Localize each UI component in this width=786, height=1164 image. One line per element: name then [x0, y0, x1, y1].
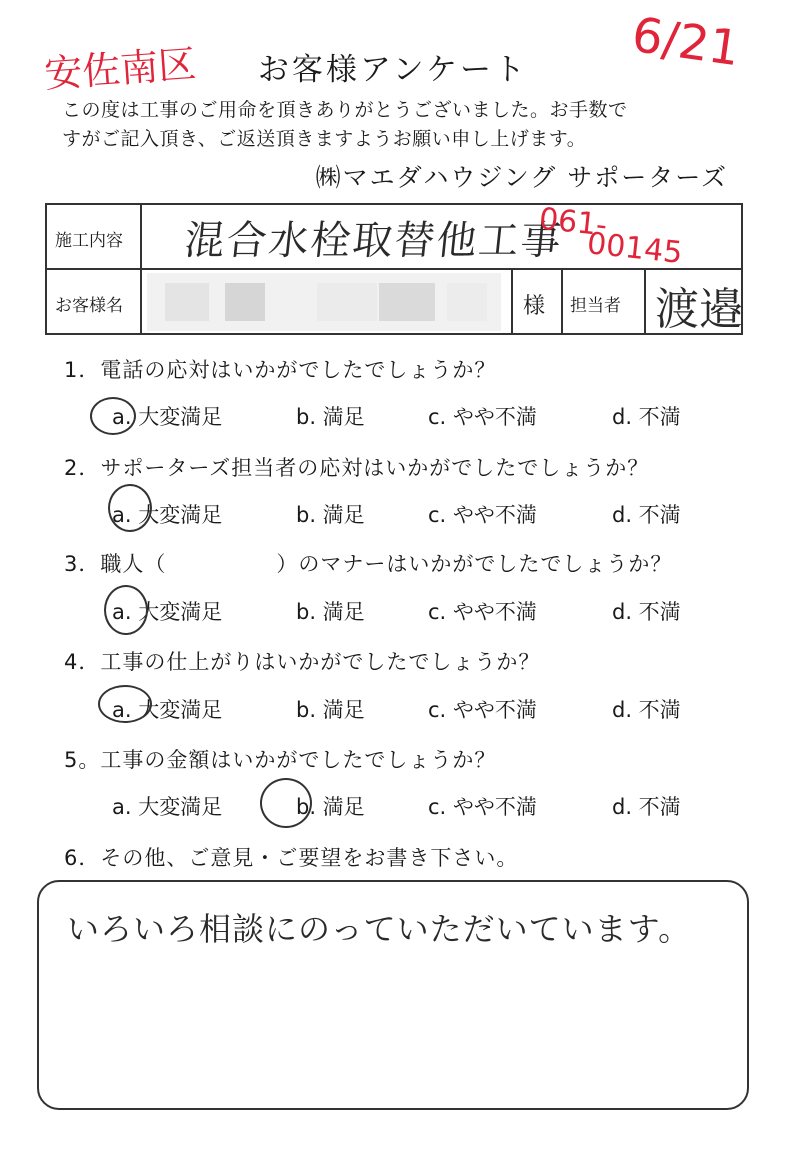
q3-option-c[interactable]: c. やや不満 — [428, 600, 537, 624]
q3-selection-circle — [104, 585, 148, 635]
question-3: 3．職人（ ）のマナーはいかがでしたでしょうか？ — [64, 552, 673, 576]
intro-line-2: すがご記入頂き、ご返送頂きますようお願い申し上げます。 — [62, 128, 587, 150]
q1-option-d[interactable]: d. 不満 — [612, 405, 681, 429]
q2-selection-circle — [108, 484, 152, 532]
order-no-line-2: 00145 — [585, 226, 685, 271]
comment-box[interactable] — [37, 880, 749, 1110]
q4-option-d[interactable]: d. 不満 — [612, 698, 681, 722]
q4-option-a[interactable]: a. 大変満足 — [112, 698, 223, 722]
order-no-line-1: 061- — [537, 201, 609, 244]
q2-option-d[interactable]: d. 不満 — [612, 503, 681, 527]
q1-option-b[interactable]: b. 満足 — [296, 405, 365, 429]
work-value: 混合水栓取替他工事 — [182, 218, 566, 264]
company-name: ㈱マエダハウジング サポーターズ — [315, 163, 728, 192]
district-note: 安佐南区 — [42, 41, 198, 97]
q2-option-b[interactable]: b. 満足 — [296, 503, 365, 527]
q1-option-c[interactable]: c. やや不満 — [428, 405, 537, 429]
q1-option-a[interactable]: a. 大変満足 — [112, 405, 223, 429]
q5-option-a[interactable]: a. 大変満足 — [112, 795, 223, 819]
page-title: お客様アンケート — [257, 52, 529, 88]
work-label: 施工内容 — [55, 231, 123, 251]
q5-option-b[interactable]: b. 満足 — [296, 795, 365, 819]
question-2: 2．サポーターズ担当者の応対はいかがでしたでしょうか？ — [64, 456, 650, 480]
question-6: 6．その他、ご意見・ご要望をお書き下さい。 — [64, 846, 519, 870]
intro-line-1: この度は工事のご用命を頂きありがとうございました。お手数で — [62, 99, 628, 121]
q5-option-d[interactable]: d. 不満 — [612, 795, 681, 819]
q1-selection-circle — [90, 397, 136, 435]
question-5: 5。工事の金額はいかがでしたでしょうか？ — [64, 748, 497, 772]
date-note: 6/21 — [628, 6, 744, 78]
honorific: 様 — [523, 294, 546, 319]
q3-option-a[interactable]: a. 大変満足 — [112, 600, 223, 624]
comment-answer: いろいろ相談にのっていただいています。 — [67, 910, 692, 948]
info-table — [45, 203, 743, 335]
q3-option-d[interactable]: d. 不満 — [612, 600, 681, 624]
q5-option-c[interactable]: c. やや不満 — [428, 795, 537, 819]
staff-label: 担当者 — [570, 296, 621, 316]
question-4: 4．工事の仕上がりはいかがでしたでしょうか？ — [64, 650, 541, 674]
question-1: 1．電話の応対はいかがでしたでしょうか？ — [64, 358, 497, 382]
q4-selection-circle — [98, 685, 152, 723]
customer-name-redacted — [147, 273, 501, 331]
q4-option-c[interactable]: c. やや不満 — [428, 698, 537, 722]
staff-value: 渡邉 — [655, 284, 743, 335]
q2-option-a[interactable]: a. 大変満足 — [112, 503, 223, 527]
q2-option-c[interactable]: c. やや不満 — [428, 503, 537, 527]
q5-selection-circle — [260, 778, 312, 828]
q4-option-b[interactable]: b. 満足 — [296, 698, 365, 722]
q3-option-b[interactable]: b. 満足 — [296, 600, 365, 624]
customer-label: お客様名 — [55, 296, 123, 316]
